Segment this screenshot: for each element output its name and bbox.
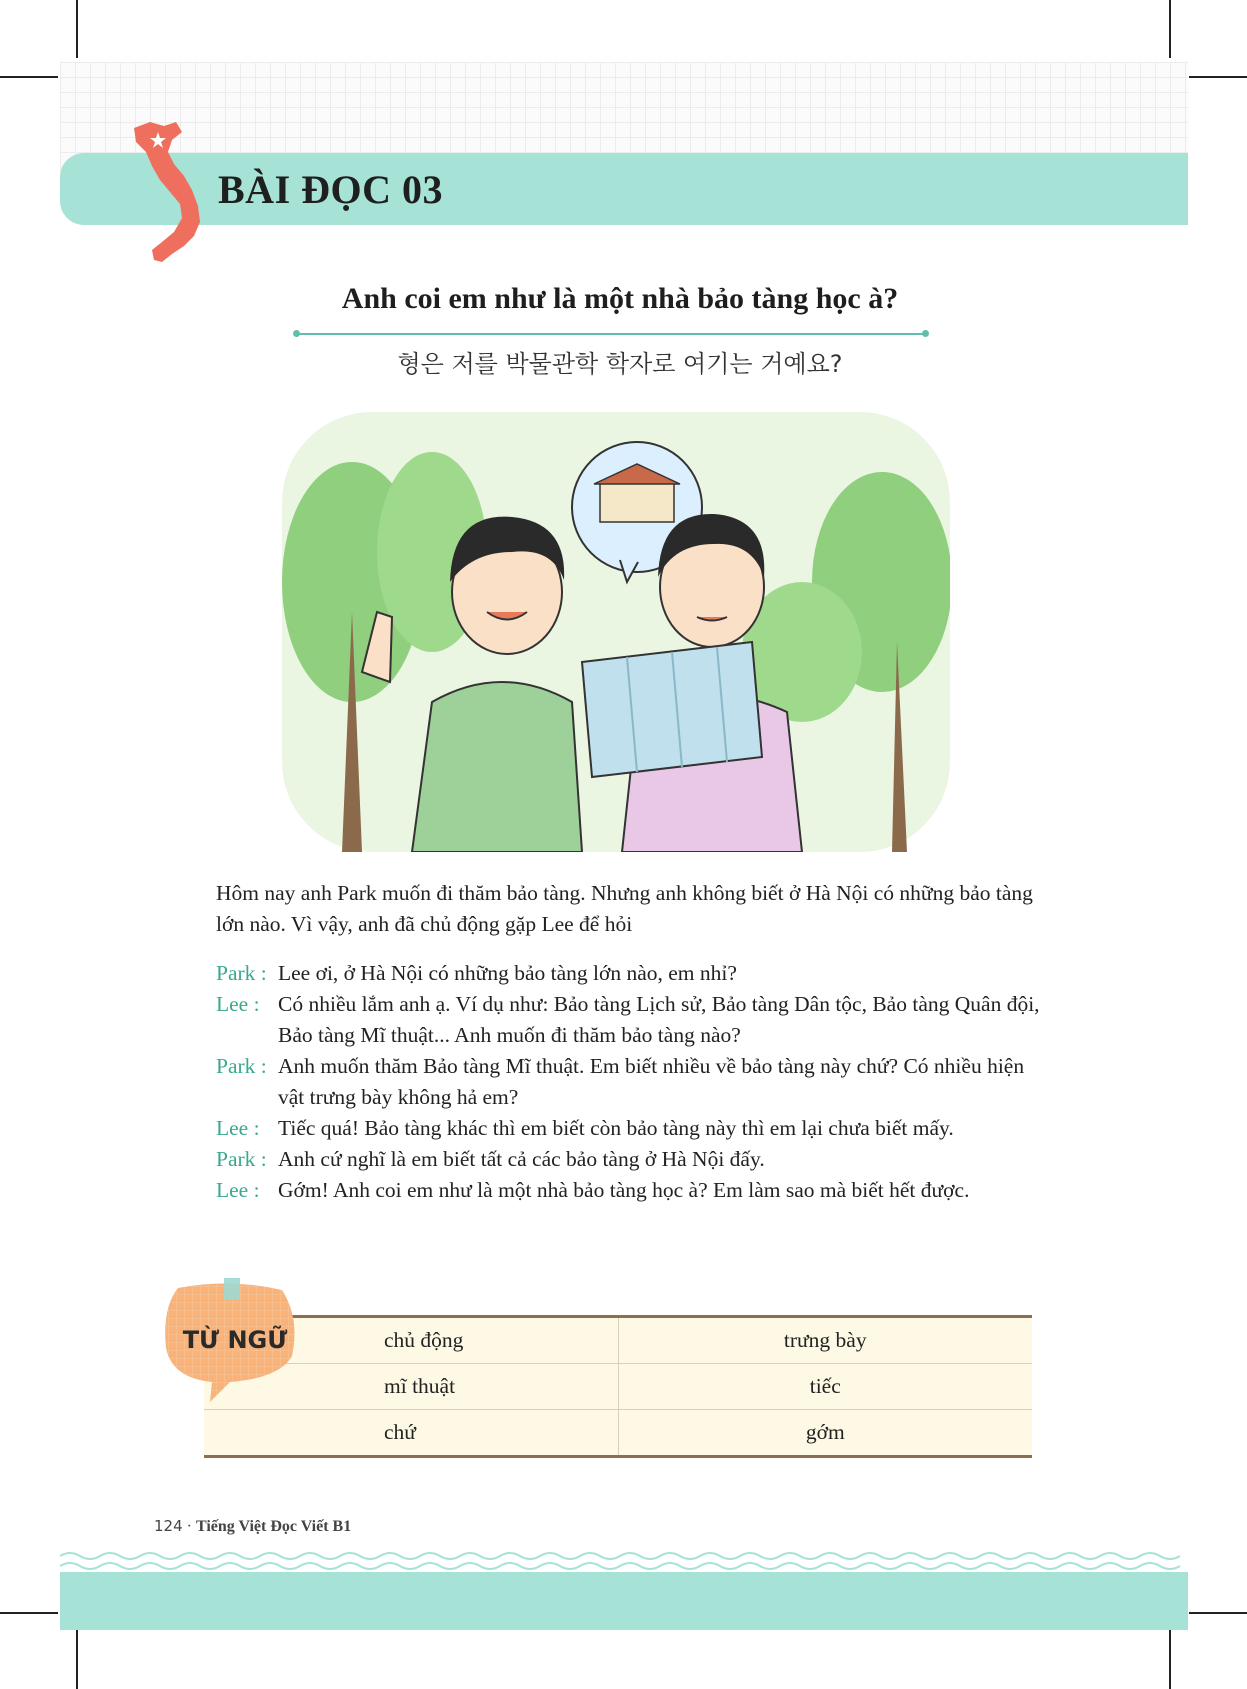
underline-dot-left [293, 330, 300, 337]
vocabulary-table [204, 1315, 1032, 1458]
intro-paragraph: Hôm nay anh Park muốn đi thăm bảo tàng. Nhưng anh không biết ở Hà Nội có những bảo tàng lớn nào. Vì vậy, anh đã chủ động gặp Lee để hỏi [216, 881, 1033, 936]
vocab-label: TỪ NGỮ [182, 1326, 288, 1354]
dialogue-line [216, 1175, 1046, 1206]
utterance: Có nhiều lắm anh ạ. Ví dụ như: Bảo tàng Lịch sử, Bảo tàng Dân tộc, Bảo tàng Quân đội, Bảo tàng Mĩ thuật... Anh muốn đi thăm bảo tàng nào? [278, 992, 1040, 1047]
vocab-cell: mĩ thuật [204, 1364, 618, 1410]
utterance: Gớm! Anh coi em như là một nhà bảo tàng học à? Em làm sao mà biết hết được. [278, 1178, 970, 1202]
utterance: Anh muốn thăm Bảo tàng Mĩ thuật. Em biết nhiều về bảo tàng này chứ? Có nhiều hiện vật trưng bày không hả em? [278, 1054, 1025, 1109]
crop-mark [1189, 1612, 1247, 1614]
utterance: Anh cứ nghĩ là em biết tất cả các bảo tàng ở Hà Nội đấy. [278, 1147, 765, 1171]
utterance: Tiếc quá! Bảo tàng khác thì em biết còn bảo tàng này thì em lại chưa biết mấy. [278, 1116, 954, 1140]
dialogue-line [216, 1144, 1046, 1175]
book-title: Tiếng Việt Đọc Viết B1 [195, 1518, 352, 1535]
vocab-cell: chứ [204, 1410, 618, 1457]
speaker-label: Lee : [216, 1116, 260, 1140]
dialogue-line [216, 1113, 1046, 1144]
dialogue [216, 958, 1046, 1206]
vocab-cell: tiếc [618, 1364, 1032, 1410]
utterance: Lee ơi, ở Hà Nội có những bảo tàng lớn nào, em nhỉ? [278, 961, 737, 985]
crop-mark [0, 76, 58, 78]
dialogue-line [216, 1051, 1046, 1113]
crop-mark [76, 1630, 78, 1689]
reading-title: Anh coi em như là một nhà bảo tàng học à? [341, 282, 899, 315]
two-men-with-map-illustration [282, 412, 950, 852]
speaker-label: Park : [216, 1054, 267, 1078]
table-row [204, 1410, 1032, 1457]
title-underline [296, 333, 926, 335]
crop-mark [1169, 1630, 1171, 1689]
speaker-label: Lee : [216, 1178, 260, 1202]
underline-dot-right [922, 330, 929, 337]
bottom-band [60, 1572, 1188, 1630]
footer-separator: · [182, 1518, 196, 1535]
vietnam-map-icon [128, 118, 208, 266]
vocab-cell: chủ động [204, 1317, 618, 1364]
dialogue-line [216, 958, 1046, 989]
speaker-label: Park : [216, 1147, 267, 1171]
crop-mark [1189, 76, 1247, 78]
vocab-cell: trưng bày [618, 1317, 1032, 1364]
crop-mark [76, 0, 78, 58]
speaker-label: Park : [216, 961, 267, 985]
crop-mark [1169, 0, 1171, 58]
page-footer [154, 1517, 351, 1536]
reading-subtitle: 형은 저를 박물관학 학자로 여기는 거예요? [397, 350, 843, 378]
dialogue-line [216, 989, 1046, 1051]
vocab-cell: gớm [805, 1420, 845, 1444]
table-row [204, 1317, 1032, 1364]
table-row [204, 1364, 1032, 1410]
page-number: 124 [154, 1517, 183, 1535]
wave-border [60, 1548, 1188, 1574]
crop-mark [0, 1612, 58, 1614]
speaker-label: Lee : [216, 992, 260, 1016]
lesson-title: BÀI ĐỌC 03 [218, 167, 444, 212]
